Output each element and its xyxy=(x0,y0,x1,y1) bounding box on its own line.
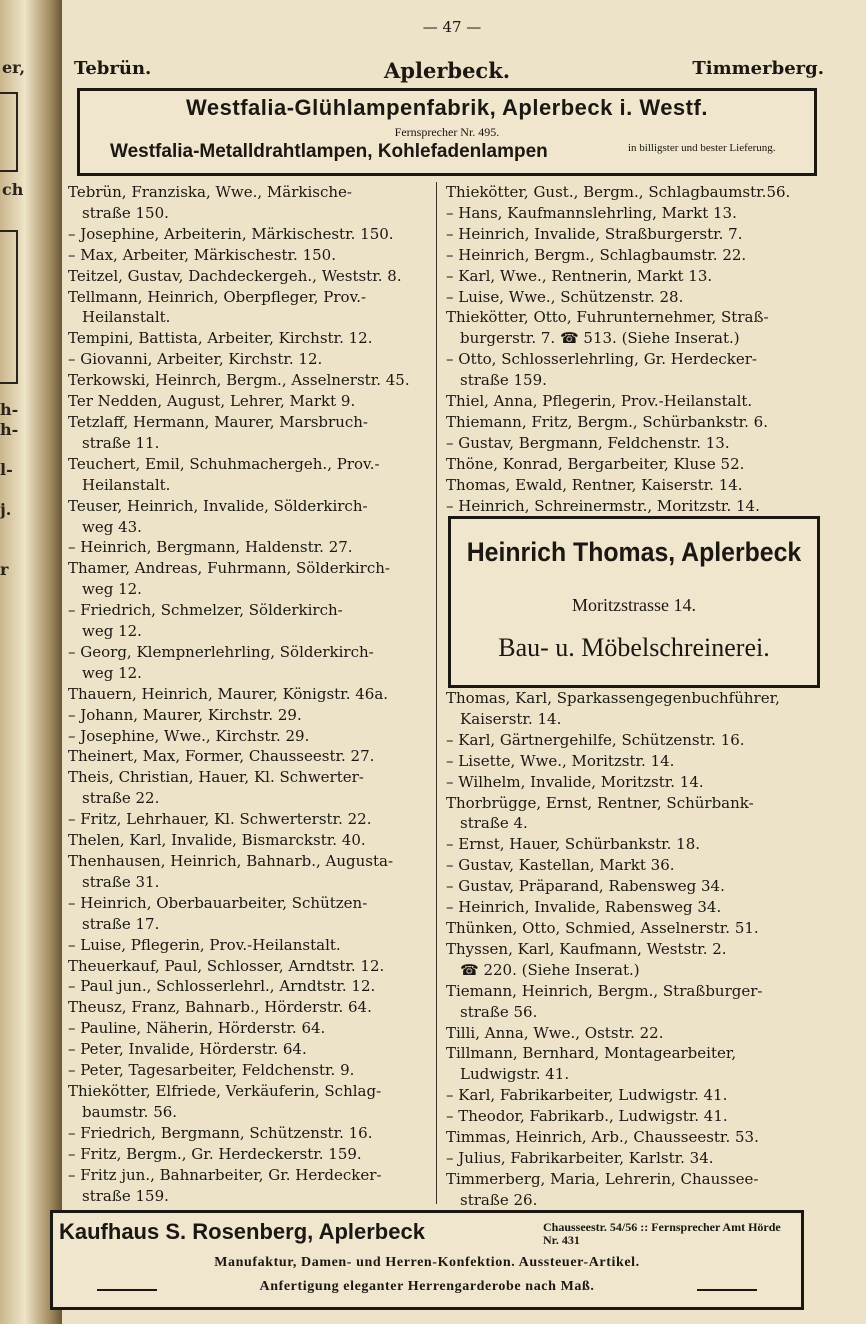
entry-line: Tebrün, Franziska, Wwe., Märkische- xyxy=(68,183,352,201)
entry-line: Thöne, Konrad, Bergarbeiter, Kluse 52. xyxy=(446,454,745,473)
directory-entry xyxy=(68,1144,430,1165)
directory-entry xyxy=(446,897,822,918)
header-town: Aplerbeck. xyxy=(384,58,511,83)
ad-title: Heinrich Thomas, Aplerbeck xyxy=(466,537,802,567)
directory-entry xyxy=(68,600,430,642)
directory-entry xyxy=(68,1165,430,1207)
entry-continuation: Heilanstalt. xyxy=(82,308,171,327)
entry-line: Thauern, Heinrich, Maurer, Königstr. 46a. xyxy=(68,684,389,703)
entry-line: Thiemann, Fritz, Bergm., Schürbankstr. 6. xyxy=(446,412,768,431)
directory-entry xyxy=(68,370,430,391)
spine-fragment: r xyxy=(0,560,9,579)
entry-line: Timmerberg, Maria, Lehrerin, Chaussee- xyxy=(446,1169,759,1188)
header-first-entry: Tebrün. xyxy=(74,58,152,79)
entry-line: Tiemann, Heinrich, Bergm., Straßburger- xyxy=(446,981,763,1000)
directory-entry xyxy=(446,1085,822,1106)
directory-entry xyxy=(446,1148,822,1169)
entry-line: – Theodor, Fabrikarb., Ludwigstr. 41. xyxy=(446,1107,728,1126)
entry-line: – Friedrich, Bergmann, Schützenstr. 16. xyxy=(68,1123,373,1142)
entry-continuation: Kaiserstr. 14. xyxy=(460,709,562,728)
directory-entry xyxy=(446,751,822,772)
spine-fragment: h- xyxy=(0,420,19,439)
directory-entry xyxy=(68,1081,430,1123)
directory-entry xyxy=(446,182,822,203)
entry-line: – Julius, Fabrikarbeiter, Karlstr. 34. xyxy=(446,1148,714,1167)
entry-line: Thelen, Karl, Invalide, Bismarckstr. 40. xyxy=(68,831,366,850)
directory-entry xyxy=(446,245,822,266)
entry-line: Thiel, Anna, Pflegerin, Prov.-Heilanstalt. xyxy=(446,392,753,411)
ad-tagline: in billigster und bester Lieferung. xyxy=(628,142,776,154)
entry-line: – Heinrich, Invalide, Straßburgerstr. 7. xyxy=(446,224,743,243)
directory-entry xyxy=(68,182,430,224)
entry-line: – Gustav, Präparand, Rabensweg 34. xyxy=(446,877,725,896)
directory-entry xyxy=(446,307,822,349)
directory-entry xyxy=(446,287,822,308)
directory-entry xyxy=(68,997,430,1018)
entry-line: – Paul jun., Schlosserlehrl., Arndtstr. 12. xyxy=(68,977,376,996)
entry-line: – Friedrich, Schmelzer, Sölderkirch- xyxy=(68,601,343,620)
entry-line: – Gustav, Kastellan, Markt 36. xyxy=(446,856,675,875)
entry-line: – Josephine, Wwe., Kirchstr. 29. xyxy=(68,726,310,745)
entry-line: Tillmann, Bernhard, Montagearbeiter, xyxy=(446,1044,737,1063)
directory-entry xyxy=(68,976,430,997)
entry-line: – Lisette, Wwe., Moritzstr. 14. xyxy=(446,751,675,770)
directory-entry xyxy=(446,391,822,412)
entry-line: – Peter, Tagesarbeiter, Feldchenstr. 9. xyxy=(68,1061,355,1080)
entry-line: – Heinrich, Bergm., Schlagbaumstr. 22. xyxy=(446,245,747,264)
entry-line: Thiekötter, Elfriede, Verkäuferin, Schlag- xyxy=(68,1081,382,1100)
spine-fragment: ch xyxy=(2,180,24,199)
directory-entry xyxy=(446,918,822,939)
directory-entry xyxy=(446,1106,822,1127)
book-spine xyxy=(0,0,62,1324)
directory-entry xyxy=(446,433,822,454)
entry-line: Thyssen, Karl, Kaufmann, Weststr. 2. xyxy=(446,939,727,958)
ad-service: Anfertigung eleganter Herrengarderobe nach Maß. xyxy=(259,1279,595,1294)
entry-continuation: straße 4. xyxy=(460,814,528,833)
entry-line: – Heinrich, Invalide, Rabensweg 34. xyxy=(446,898,722,917)
entry-continuation: straße 26. xyxy=(460,1190,538,1209)
directory-entry xyxy=(446,266,822,287)
directory-entry xyxy=(446,939,822,981)
entry-line: – Max, Arbeiter, Märkischestr. 150. xyxy=(68,245,336,264)
directory-entry xyxy=(68,705,430,726)
entry-line: Teuchert, Emil, Schuhmachergeh., Prov.- xyxy=(68,454,380,473)
directory-entry xyxy=(446,793,822,835)
ad-title: Westfalia-Glühlampenfabrik, Aplerbeck i. Westf. xyxy=(186,95,708,120)
ad-address: Moritzstrasse 14. xyxy=(572,595,696,615)
advertisement-rosenberg xyxy=(50,1210,804,1310)
entry-line: – Josephine, Arbeiterin, Märkischestr. 150. xyxy=(68,224,394,243)
advertisement-thomas xyxy=(448,516,820,688)
spine-ad-box xyxy=(0,92,18,172)
entry-continuation: straße 11. xyxy=(82,433,160,452)
directory-entry xyxy=(68,412,430,454)
directory-entry xyxy=(68,349,430,370)
directory-entry xyxy=(446,1169,822,1211)
directory-entry xyxy=(68,224,430,245)
entry-line: – Fritz jun., Bahnarbeiter, Gr. Herdecker- xyxy=(68,1165,382,1184)
advertisement-westfalia xyxy=(77,88,817,176)
directory-entry xyxy=(446,834,822,855)
directory-page xyxy=(59,0,866,1324)
ad-contact: Chausseestr. 54/56 :: Fernsprecher Amt Hörde Nr. 431 xyxy=(543,1220,781,1247)
column-divider xyxy=(436,182,437,1204)
entry-line: – Fritz, Bergm., Gr. Herdeckerstr. 159. xyxy=(68,1144,362,1163)
entry-continuation: baumstr. 56. xyxy=(82,1102,178,1121)
entry-line: Tetzlaff, Hermann, Maurer, Marsbruch- xyxy=(68,412,368,431)
entry-line: – Wilhelm, Invalide, Moritzstr. 14. xyxy=(446,772,704,791)
directory-entry xyxy=(68,642,430,684)
entry-line: Thenhausen, Heinrich, Bahnarb., Augusta- xyxy=(68,852,394,870)
directory-entry xyxy=(446,224,822,245)
directory-entry xyxy=(68,1060,430,1081)
directory-entry xyxy=(68,767,430,809)
directory-entry xyxy=(68,391,430,412)
entry-line: Theinert, Max, Former, Chausseestr. 27. xyxy=(68,747,375,766)
entry-line: – Hans, Kaufmannslehrling, Markt 13. xyxy=(446,203,737,222)
directory-entry xyxy=(68,726,430,747)
entry-line: – Karl, Gärtnergehilfe, Schützenstr. 16. xyxy=(446,730,745,749)
entry-line: Ter Nedden, August, Lehrer, Markt 9. xyxy=(68,392,356,411)
entry-line: Thomas, Ewald, Rentner, Kaiserstr. 14. xyxy=(446,475,743,494)
left-column xyxy=(68,182,430,1206)
entry-line: – Fritz, Lehrhauer, Kl. Schwerterstr. 22. xyxy=(68,810,372,829)
directory-entry xyxy=(446,203,822,224)
directory-entry xyxy=(68,809,430,830)
directory-entry xyxy=(446,855,822,876)
entry-line: Tellmann, Heinrich, Oberpfleger, Prov.- xyxy=(68,287,367,306)
entry-continuation: ☎ 220. (Siehe Inserat.) xyxy=(460,960,640,979)
running-header xyxy=(74,58,824,84)
ad-phone: Fernsprecher Nr. 495. xyxy=(394,125,500,139)
directory-entry xyxy=(68,328,430,349)
directory-entry xyxy=(68,746,430,767)
entry-line: – Heinrich, Schreinermstr., Moritzstr. 14. xyxy=(446,496,760,515)
entry-line: – Otto, Schlosserlehrling, Gr. Herdecker- xyxy=(446,350,757,369)
spine-fragment: l- xyxy=(0,460,13,479)
entry-line: Thomas, Karl, Sparkassengegenbuchführer, xyxy=(446,689,780,707)
entry-line: Terkowski, Heinrch, Bergm., Asselnerstr. 45. xyxy=(68,371,410,390)
entry-continuation: straße 159. xyxy=(82,1186,169,1205)
decorative-rule xyxy=(97,1289,157,1291)
entry-line: – Heinrich, Oberbauarbeiter, Schützen- xyxy=(68,893,368,912)
entry-continuation: Heilanstalt. xyxy=(82,475,171,494)
entry-line: – Pauline, Näherin, Hörderstr. 64. xyxy=(68,1019,326,1038)
entry-continuation: straße 159. xyxy=(460,371,547,390)
entry-line: – Luise, Wwe., Schützenstr. 28. xyxy=(446,287,684,306)
entry-line: Tilli, Anna, Wwe., Oststr. 22. xyxy=(446,1023,664,1042)
entry-line: – Luise, Pflegerin, Prov.-Heilanstalt. xyxy=(68,935,341,954)
directory-entry xyxy=(446,349,822,391)
entry-continuation: straße 17. xyxy=(82,914,160,933)
entry-continuation: straße 22. xyxy=(82,789,160,808)
entry-continuation: Ludwigstr. 41. xyxy=(460,1065,570,1084)
entry-line: – Peter, Invalide, Hörderstr. 64. xyxy=(68,1040,307,1059)
directory-entry xyxy=(68,287,430,329)
directory-entry xyxy=(446,981,822,1023)
directory-entry xyxy=(446,1127,822,1148)
directory-entry xyxy=(68,684,430,705)
entry-continuation: burgerstr. 7. ☎ 513. (Siehe Inserat.) xyxy=(460,329,740,348)
directory-entry xyxy=(446,876,822,897)
ad-title: Kaufhaus S. Rosenberg, Aplerbeck xyxy=(59,1219,425,1244)
page-number: — 47 — xyxy=(422,18,482,36)
entry-line: Thorbrügge, Ernst, Rentner, Schürbank- xyxy=(446,793,754,812)
directory-entry xyxy=(446,772,822,793)
entry-continuation: weg 12. xyxy=(82,663,142,682)
entry-continuation: straße 31. xyxy=(82,872,160,891)
entry-line: – Gustav, Bergmann, Feldchenstr. 13. xyxy=(446,433,730,452)
directory-entry xyxy=(68,558,430,600)
entry-line: Thiekötter, Otto, Fuhrunternehmer, Straß- xyxy=(446,308,769,327)
right-column-bottom xyxy=(446,688,822,1211)
directory-entry xyxy=(446,454,822,475)
spine-fragment: er, xyxy=(2,58,26,77)
directory-entry xyxy=(68,893,430,935)
ad-goods: Manufaktur, Damen- und Herren-Konfektion. Aussteuer-Artikel. xyxy=(214,1255,640,1270)
ad-trade: Bau- u. Möbelschreinerei. xyxy=(498,633,770,662)
directory-entry xyxy=(68,851,430,893)
directory-entry xyxy=(446,1023,822,1044)
entry-line: – Karl, Wwe., Rentnerin, Markt 13. xyxy=(446,266,713,285)
directory-entry xyxy=(68,935,430,956)
directory-entry xyxy=(446,1043,822,1085)
entry-continuation: straße 150. xyxy=(82,203,169,222)
spine-fragment: j. xyxy=(0,500,12,519)
decorative-rule xyxy=(697,1289,757,1291)
entry-line: Teuser, Heinrich, Invalide, Sölderkirch- xyxy=(68,496,368,515)
entry-line: – Heinrich, Bergmann, Haldenstr. 27. xyxy=(68,538,353,557)
directory-entry xyxy=(68,245,430,266)
entry-line: – Ernst, Hauer, Schürbankstr. 18. xyxy=(446,835,701,854)
directory-entry xyxy=(68,1039,430,1060)
entry-continuation: straße 56. xyxy=(460,1002,538,1021)
entry-line: Thünken, Otto, Schmied, Asselnerstr. 51. xyxy=(446,918,759,937)
entry-line: Thiekötter, Gust., Bergm., Schlagbaumstr.56. xyxy=(446,183,791,201)
directory-entry xyxy=(68,496,430,538)
directory-entry xyxy=(68,956,430,977)
entry-line: Theuerkauf, Paul, Schlosser, Arndtstr. 12. xyxy=(68,956,385,975)
directory-entry xyxy=(446,475,822,496)
directory-entry xyxy=(68,1018,430,1039)
entry-line: – Georg, Klempnerlehrling, Sölderkirch- xyxy=(68,642,374,661)
header-last-entry: Timmerberg. xyxy=(692,58,824,79)
directory-entry xyxy=(446,412,822,433)
entry-line: – Karl, Fabrikarbeiter, Ludwigstr. 41. xyxy=(446,1086,728,1105)
entry-continuation: weg 12. xyxy=(82,622,142,641)
entry-line: Timmas, Heinrich, Arb., Chausseestr. 53. xyxy=(446,1128,759,1147)
spine-ad-box xyxy=(0,230,18,384)
right-column-top xyxy=(446,182,822,517)
directory-entry xyxy=(446,496,822,517)
directory-entry xyxy=(68,1123,430,1144)
entry-line: Teitzel, Gustav, Dachdeckergeh., Weststr. 8. xyxy=(68,266,402,285)
directory-entry xyxy=(446,730,822,751)
entry-line: – Giovanni, Arbeiter, Kirchstr. 12. xyxy=(68,350,323,369)
directory-entry xyxy=(446,688,822,730)
directory-entry xyxy=(68,537,430,558)
entry-line: Theusz, Franz, Bahnarb., Hörderstr. 64. xyxy=(68,998,372,1017)
entry-continuation: weg 12. xyxy=(82,580,142,599)
entry-line: – Johann, Maurer, Kirchstr. 29. xyxy=(68,705,302,724)
entry-line: Tempini, Battista, Arbeiter, Kirchstr. 12. xyxy=(68,329,373,348)
entry-continuation: weg 43. xyxy=(82,517,142,536)
entry-line: Theis, Christian, Hauer, Kl. Schwerter- xyxy=(68,768,364,787)
directory-entry xyxy=(68,830,430,851)
directory-entry xyxy=(68,266,430,287)
directory-entry xyxy=(68,454,430,496)
ad-products: Westfalia-Metalldrahtlampen, Kohlefadenlampen xyxy=(110,141,548,162)
spine-fragment: h- xyxy=(0,400,19,419)
entry-line: Thamer, Andreas, Fuhrmann, Sölderkirch- xyxy=(68,559,390,578)
